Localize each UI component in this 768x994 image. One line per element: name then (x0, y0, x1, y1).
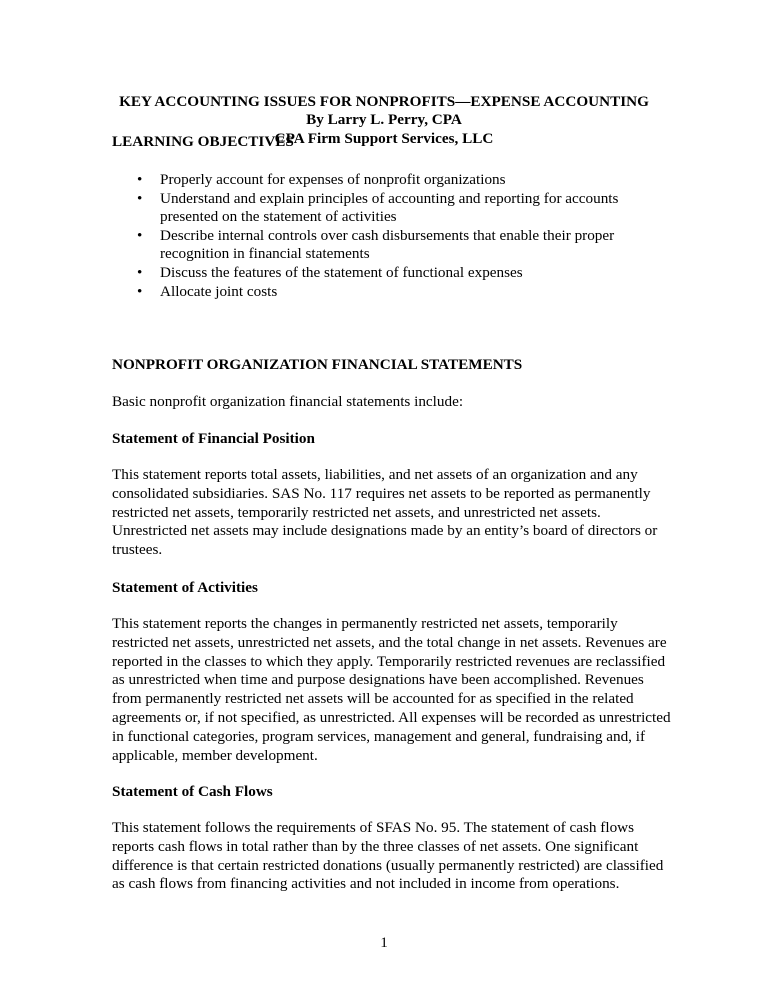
financial-statements-heading-block (112, 356, 672, 375)
section-heading: Statement of Activities (112, 579, 258, 596)
list-item (136, 190, 656, 227)
list-item-text: Properly account for expenses of nonprofit organizations (160, 171, 506, 188)
list-item (136, 283, 656, 302)
bullet-icon: • (137, 171, 143, 188)
list-item (136, 264, 656, 283)
list-item (136, 227, 656, 264)
financial-statements-heading: NONPROFIT ORGANIZATION FINANCIAL STATEMENTS (112, 356, 523, 373)
bullet-icon: • (137, 282, 143, 300)
document-title: KEY ACCOUNTING ISSUES FOR NONPROFITS—EXPENSE ACCOUNTING (119, 93, 649, 110)
list-item-text: Describe internal controls over cash disbursements that enable their proper recognition in financial statements (160, 226, 615, 263)
section-body-block (112, 615, 672, 765)
bullet-icon: • (137, 226, 143, 244)
list-item (136, 171, 656, 190)
learning-objectives-heading-block (112, 133, 672, 152)
section-heading-block (112, 430, 672, 449)
section-body: This statement follows the requirements of SFAS No. 95. The statement of cash flows reports cash flows in total rather than by the three classes of net assets. One significant difference is that certain restricted donations (usually permanently restricted) are classified as cash flows from financing activities and not included in income from operations. (112, 819, 664, 893)
section-heading-block (112, 579, 672, 598)
financial-statements-intro-block (112, 393, 672, 412)
list-item-text: Understand and explain principles of accounting and reporting for accounts presented on the statement of activities (160, 189, 619, 226)
list-item-text: Discuss the features of the statement of functional expenses (160, 263, 523, 281)
section-heading: Statement of Financial Position (112, 430, 315, 447)
learning-objectives-heading: LEARNING OBJECTIVES (112, 133, 294, 150)
document-firm: CPA Firm Support Services, LLC (274, 129, 494, 147)
section-heading: Statement of Cash Flows (112, 783, 273, 800)
financial-statements-intro: Basic nonprofit organization financial statements include: (112, 393, 464, 410)
section-body-block (112, 466, 672, 560)
bullet-icon: • (137, 263, 143, 281)
learning-objectives-list (136, 171, 656, 301)
list-item-text: Allocate joint costs (160, 282, 278, 300)
section-body-block (112, 819, 672, 894)
section-body: This statement reports total assets, liabilities, and net assets of an organization and any consolidated subsidiaries. SAS No. 117 requires net assets to be reported as permanently restricted net assets, temporarily restricted net assets, and unrestricted net assets. Unrestricted net assets may include designations made by an entity’s board of directors or trustees. (112, 466, 658, 559)
section-body: This statement reports the changes in permanently restricted net assets, temporarily restricted net assets, unrestricted net assets, and the total change in net assets. Revenues are reported in the classes to which they apply. Temporarily restricted revenues are reclassified as unrestricted when time and purpose designations have been accomplished. Revenues from permanently restricted net assets will be accounted for as specified in the related agreements or, if not specified, as unrestricted. All expenses will be recorded as unrestricted in functional categories, program services, management and general, fundraising and, if applicable, member development. (112, 615, 671, 764)
page-number: 1 (380, 934, 388, 951)
section-heading-block (112, 783, 672, 802)
bullet-icon: • (137, 189, 143, 207)
document-author: By Larry L. Perry, CPA (306, 111, 462, 129)
